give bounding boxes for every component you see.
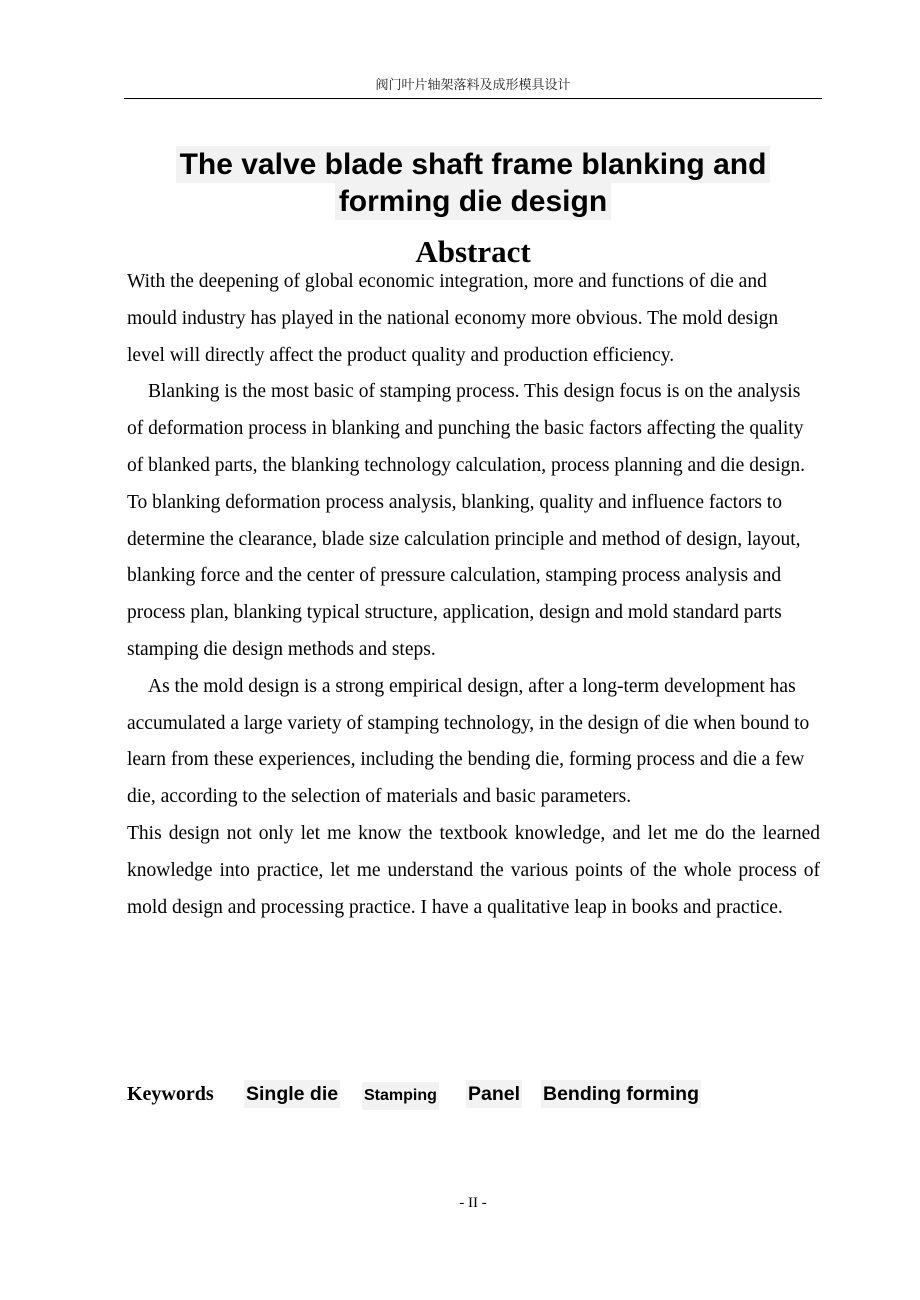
abstract-paragraph-4: This design not only let me know the textbook knowledge, and let me do the learned knowledge into practice, let me understand the various points of the whole process of mold design and processing practice. I have a qualitative leap in books and practice. — [127, 822, 820, 918]
abstract-paragraph-1: With the deepening of global economic integration, more and functions of die and mould industry has played in the national economy more obvious. The mold design level will directly affect the product quality and production efficiency. — [127, 271, 779, 366]
running-header: 阀门叶片轴架落料及成形模具设计 — [375, 78, 571, 93]
keywords-label: Keywords — [127, 1083, 214, 1105]
page-number: - II - — [459, 1195, 487, 1211]
keywords-line — [127, 1078, 820, 1110]
keyword-item: Bending forming — [541, 1080, 701, 1108]
abstract-heading: Abstract — [415, 234, 531, 269]
keyword-item: Single die — [244, 1080, 340, 1108]
abstract-paragraph-2: Blanking is the most basic of stamping process. This design focus is on the analysis of deformation process in blanking and punching the basic factors affecting the quality of blanked parts, the blanking technology calculation, process planning and die design. To blanking deformation process analysis, blanking, quality and influence factors to determine the clearance, blade size calculation principle and method of design, layout, blanking force and the center of pressure calculation, stamping process analysis and process plan, blanking typical structure, application, design and mold standard parts stamping die design methods and steps. — [127, 381, 805, 660]
title-line-1: The valve blade shaft frame blanking and — [176, 146, 771, 183]
abstract-paragraph-3: As the mold design is a strong empirical design, after a long-term development has accumulated a large variety of stamping technology, in the design of die when bound to learn from these experiences, including the bending die, forming process and die a few die, according to the selection of materials and basic parameters. — [127, 675, 810, 808]
title-line-2: forming die design — [335, 183, 611, 220]
abstract-body — [127, 264, 820, 926]
keyword-item: Panel — [466, 1080, 522, 1108]
keyword-item: Stamping — [362, 1082, 439, 1110]
header-rule — [124, 98, 822, 99]
document-title — [124, 146, 822, 220]
